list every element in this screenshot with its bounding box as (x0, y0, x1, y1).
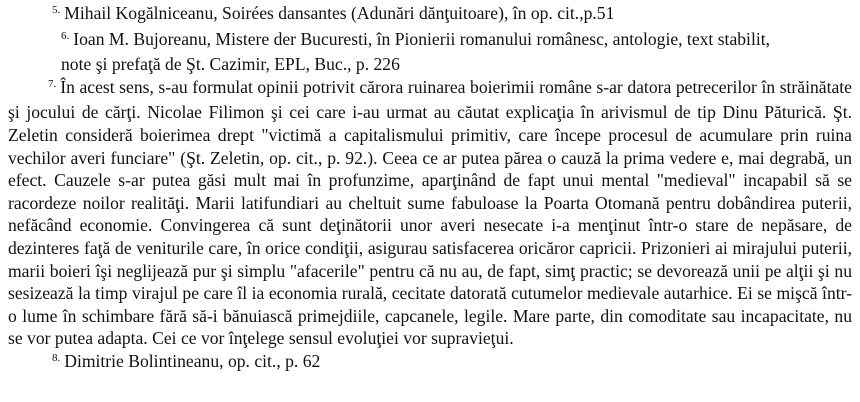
footnote-text: În acest sens, s-au formulat opinii potrivit cărora ruinarea boierimii române s-ar datora petrecerilor în străinătate şi jocului de cărţi. Nicolae Filimon şi cei care i-au urmat au căutat explicaţia în arivismul de tip Dinu Păturică. Şt. Zeletin consideră boierimea drept "victimă a capitalismului primitiv, care începe procesul de acumulare prin ruina vechilor averi funciare" (Şt. Zeletin, op. cit., p. 92.). Ceea ce ar putea părea o cauză la prima vedere e, mai degrabă, un efect. Cauzele s-ar putea găsi mult mai în profunzime, aparţinând de fapt unui mental "medieval" incapabil să se racordeze noilor realităţi. Marii latifundiari au cheltuit sume fabuloase la Poarta Otomană pentru dobândirea puterii, nefăcând economie. Convingerea că sunt deţinătorii unor averi nesecate i-a menţinut într-o stare de nepăsare, de dezinteres faţă de veniturile care, în orice condiţii, asigurau satisfacerea oricăror capricii. Prizonieri ai mirajului puterii, marii boieri îşi neglijează pur şi simplu "afacerile" pentru că nu au, de fapt, simţ practic; se devorează unii pe alţii şi nu sesizează la timp virajul pe care îl ia economia rurală, cecitate datorată cutumelor medievale autarhice. Ei se mişcă într-o lume în schimbare fără să-i bănuiască primejdiile, capcanele, legile. Mare parte, din comoditate sau incapacitate, nu se vor putea adapta. Cei ce vor înţelege sensul evoluţiei vor supravieţui. (8, 76, 852, 349)
footnote-text-line-2: note şi prefaţă de Şt. Cazimir, EPL, Buc., p. 226 (61, 54, 400, 75)
footnote-8 (8, 350, 852, 376)
footnote-text: Dimitrie Bolintineanu, op. cit., p. 62 (64, 350, 321, 371)
footnote-number: 7. (48, 77, 57, 90)
footnote-6 (8, 28, 852, 76)
footnote-7 (8, 76, 852, 350)
footnote-5 (8, 2, 852, 28)
footnote-text-line-1: Ioan M. Bujoreanu, Mistere der Bucuresti, în Pionierii romanului românesc, antologie, text stabilit, (73, 28, 771, 49)
footnote-number: 5. (52, 4, 61, 16)
footnote-number: 8. (52, 351, 61, 364)
footnote-number: 6. (61, 29, 70, 42)
footnote-text: Mihail Kogălniceanu, Soirées dansantes (Adunări dănţuitoare), în op. cit.,p.51 (64, 3, 615, 23)
